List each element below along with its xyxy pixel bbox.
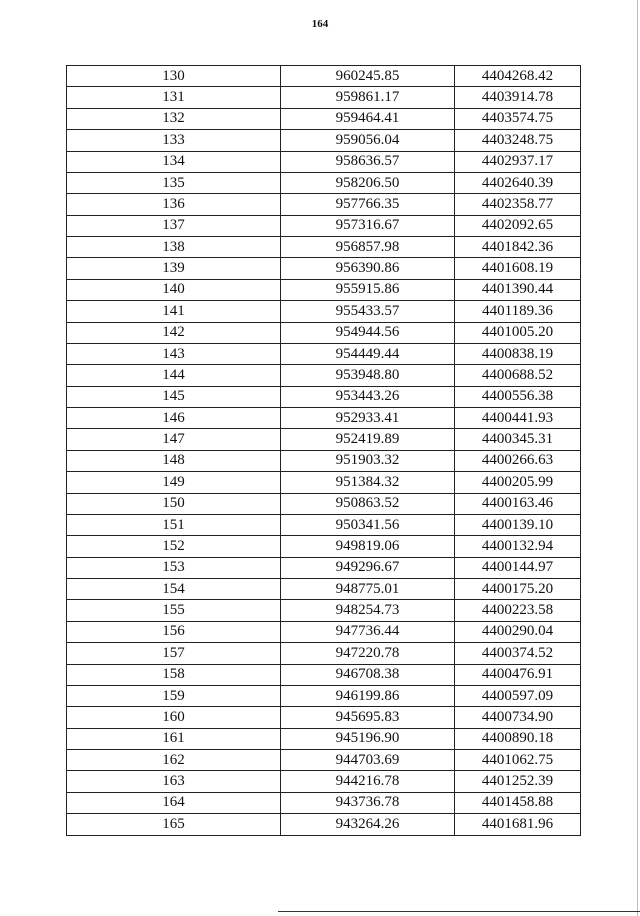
table-row	[67, 643, 581, 664]
point-number-cell: 157	[67, 643, 281, 664]
x-coordinate-cell: 954449.44	[281, 343, 455, 364]
x-coordinate-cell: 957316.67	[281, 215, 455, 236]
x-coordinate-cell: 949296.67	[281, 557, 455, 578]
footer-rule	[278, 911, 640, 912]
table-row	[67, 130, 581, 151]
x-coordinate-cell: 951384.32	[281, 472, 455, 493]
page-edge	[637, 0, 638, 916]
table-row	[67, 814, 581, 835]
table-row	[67, 408, 581, 429]
point-number-cell: 154	[67, 579, 281, 600]
table-row	[67, 429, 581, 450]
table-row	[67, 194, 581, 215]
table-row	[67, 750, 581, 771]
table-row	[67, 151, 581, 172]
y-coordinate-cell: 4400205.99	[455, 472, 581, 493]
point-number-cell: 162	[67, 750, 281, 771]
point-number-cell: 161	[67, 728, 281, 749]
x-coordinate-cell: 952933.41	[281, 408, 455, 429]
y-coordinate-cell: 4400223.58	[455, 600, 581, 621]
y-coordinate-cell: 4401062.75	[455, 750, 581, 771]
x-coordinate-cell: 948775.01	[281, 579, 455, 600]
point-number-cell: 163	[67, 771, 281, 792]
y-coordinate-cell: 4403574.75	[455, 108, 581, 129]
table-row	[67, 707, 581, 728]
point-number-cell: 143	[67, 343, 281, 364]
point-number-cell: 131	[67, 87, 281, 108]
point-number-cell: 130	[67, 66, 281, 87]
table-row	[67, 450, 581, 471]
table-row	[67, 579, 581, 600]
point-number-cell: 158	[67, 664, 281, 685]
y-coordinate-cell: 4400374.52	[455, 643, 581, 664]
table-row	[67, 771, 581, 792]
x-coordinate-cell: 954944.56	[281, 322, 455, 343]
y-coordinate-cell: 4400688.52	[455, 365, 581, 386]
x-coordinate-cell: 948254.73	[281, 600, 455, 621]
y-coordinate-cell: 4400139.10	[455, 514, 581, 535]
point-number-cell: 142	[67, 322, 281, 343]
y-coordinate-cell: 4400132.94	[455, 536, 581, 557]
y-coordinate-cell: 4402640.39	[455, 172, 581, 193]
y-coordinate-cell: 4400838.19	[455, 343, 581, 364]
table-row	[67, 664, 581, 685]
x-coordinate-cell: 950341.56	[281, 514, 455, 535]
x-coordinate-cell: 946708.38	[281, 664, 455, 685]
x-coordinate-cell: 959861.17	[281, 87, 455, 108]
point-number-cell: 133	[67, 130, 281, 151]
y-coordinate-cell: 4400476.91	[455, 664, 581, 685]
table-row	[67, 215, 581, 236]
x-coordinate-cell: 947736.44	[281, 621, 455, 642]
point-number-cell: 150	[67, 493, 281, 514]
x-coordinate-cell: 944703.69	[281, 750, 455, 771]
point-number-cell: 155	[67, 600, 281, 621]
table-row	[67, 237, 581, 258]
x-coordinate-cell: 945695.83	[281, 707, 455, 728]
coordinates-table-body	[67, 66, 581, 836]
table-row	[67, 728, 581, 749]
y-coordinate-cell: 4400890.18	[455, 728, 581, 749]
y-coordinate-cell: 4400441.93	[455, 408, 581, 429]
table-row	[67, 621, 581, 642]
point-number-cell: 159	[67, 685, 281, 706]
x-coordinate-cell: 956390.86	[281, 258, 455, 279]
table-row	[67, 557, 581, 578]
point-number-cell: 160	[67, 707, 281, 728]
table-row	[67, 322, 581, 343]
x-coordinate-cell: 943736.78	[281, 792, 455, 813]
point-number-cell: 139	[67, 258, 281, 279]
y-coordinate-cell: 4400597.09	[455, 685, 581, 706]
x-coordinate-cell: 957766.35	[281, 194, 455, 215]
y-coordinate-cell: 4401681.96	[455, 814, 581, 835]
y-coordinate-cell: 4401189.36	[455, 301, 581, 322]
x-coordinate-cell: 955915.86	[281, 279, 455, 300]
point-number-cell: 152	[67, 536, 281, 557]
x-coordinate-cell: 958206.50	[281, 172, 455, 193]
point-number-cell: 147	[67, 429, 281, 450]
point-number-cell: 156	[67, 621, 281, 642]
x-coordinate-cell: 955433.57	[281, 301, 455, 322]
x-coordinate-cell: 956857.98	[281, 237, 455, 258]
y-coordinate-cell: 4401458.88	[455, 792, 581, 813]
y-coordinate-cell: 4401390.44	[455, 279, 581, 300]
y-coordinate-cell: 4400175.20	[455, 579, 581, 600]
x-coordinate-cell: 953948.80	[281, 365, 455, 386]
x-coordinate-cell: 953443.26	[281, 386, 455, 407]
y-coordinate-cell: 4400345.31	[455, 429, 581, 450]
point-number-cell: 149	[67, 472, 281, 493]
point-number-cell: 137	[67, 215, 281, 236]
point-number-cell: 132	[67, 108, 281, 129]
table-row	[67, 493, 581, 514]
table-row	[67, 87, 581, 108]
y-coordinate-cell: 4402937.17	[455, 151, 581, 172]
y-coordinate-cell: 4401608.19	[455, 258, 581, 279]
point-number-cell: 144	[67, 365, 281, 386]
y-coordinate-cell: 4401842.36	[455, 237, 581, 258]
y-coordinate-cell: 4401252.39	[455, 771, 581, 792]
table-row	[67, 301, 581, 322]
table-row	[67, 600, 581, 621]
x-coordinate-cell: 959464.41	[281, 108, 455, 129]
table-row	[67, 108, 581, 129]
y-coordinate-cell: 4400144.97	[455, 557, 581, 578]
y-coordinate-cell: 4403248.75	[455, 130, 581, 151]
point-number-cell: 151	[67, 514, 281, 535]
x-coordinate-cell: 959056.04	[281, 130, 455, 151]
y-coordinate-cell: 4400290.04	[455, 621, 581, 642]
table-row	[67, 514, 581, 535]
point-number-cell: 146	[67, 408, 281, 429]
x-coordinate-cell: 947220.78	[281, 643, 455, 664]
point-number-cell: 145	[67, 386, 281, 407]
x-coordinate-cell: 960245.85	[281, 66, 455, 87]
table-row	[67, 66, 581, 87]
y-coordinate-cell: 4400163.46	[455, 493, 581, 514]
point-number-cell: 134	[67, 151, 281, 172]
table-row	[67, 386, 581, 407]
x-coordinate-cell: 949819.06	[281, 536, 455, 557]
y-coordinate-cell: 4402358.77	[455, 194, 581, 215]
table-row	[67, 792, 581, 813]
point-number-cell: 148	[67, 450, 281, 471]
x-coordinate-cell: 952419.89	[281, 429, 455, 450]
y-coordinate-cell: 4404268.42	[455, 66, 581, 87]
x-coordinate-cell: 944216.78	[281, 771, 455, 792]
y-coordinate-cell: 4400556.38	[455, 386, 581, 407]
point-number-cell: 164	[67, 792, 281, 813]
page-number: 164	[311, 18, 329, 30]
table-row	[67, 365, 581, 386]
point-number-cell: 140	[67, 279, 281, 300]
point-number-cell: 136	[67, 194, 281, 215]
point-number-cell: 165	[67, 814, 281, 835]
y-coordinate-cell: 4402092.65	[455, 215, 581, 236]
coordinates-table	[66, 65, 581, 836]
table-row	[67, 258, 581, 279]
point-number-cell: 153	[67, 557, 281, 578]
x-coordinate-cell: 951903.32	[281, 450, 455, 471]
x-coordinate-cell: 950863.52	[281, 493, 455, 514]
table-row	[67, 172, 581, 193]
y-coordinate-cell: 4400266.63	[455, 450, 581, 471]
table-row	[67, 685, 581, 706]
point-number-cell: 138	[67, 237, 281, 258]
y-coordinate-cell: 4403914.78	[455, 87, 581, 108]
y-coordinate-cell: 4401005.20	[455, 322, 581, 343]
x-coordinate-cell: 945196.90	[281, 728, 455, 749]
point-number-cell: 135	[67, 172, 281, 193]
table-row	[67, 536, 581, 557]
x-coordinate-cell: 958636.57	[281, 151, 455, 172]
x-coordinate-cell: 946199.86	[281, 685, 455, 706]
y-coordinate-cell: 4400734.90	[455, 707, 581, 728]
table-row	[67, 472, 581, 493]
table-row	[67, 279, 581, 300]
point-number-cell: 141	[67, 301, 281, 322]
x-coordinate-cell: 943264.26	[281, 814, 455, 835]
table-row	[67, 343, 581, 364]
